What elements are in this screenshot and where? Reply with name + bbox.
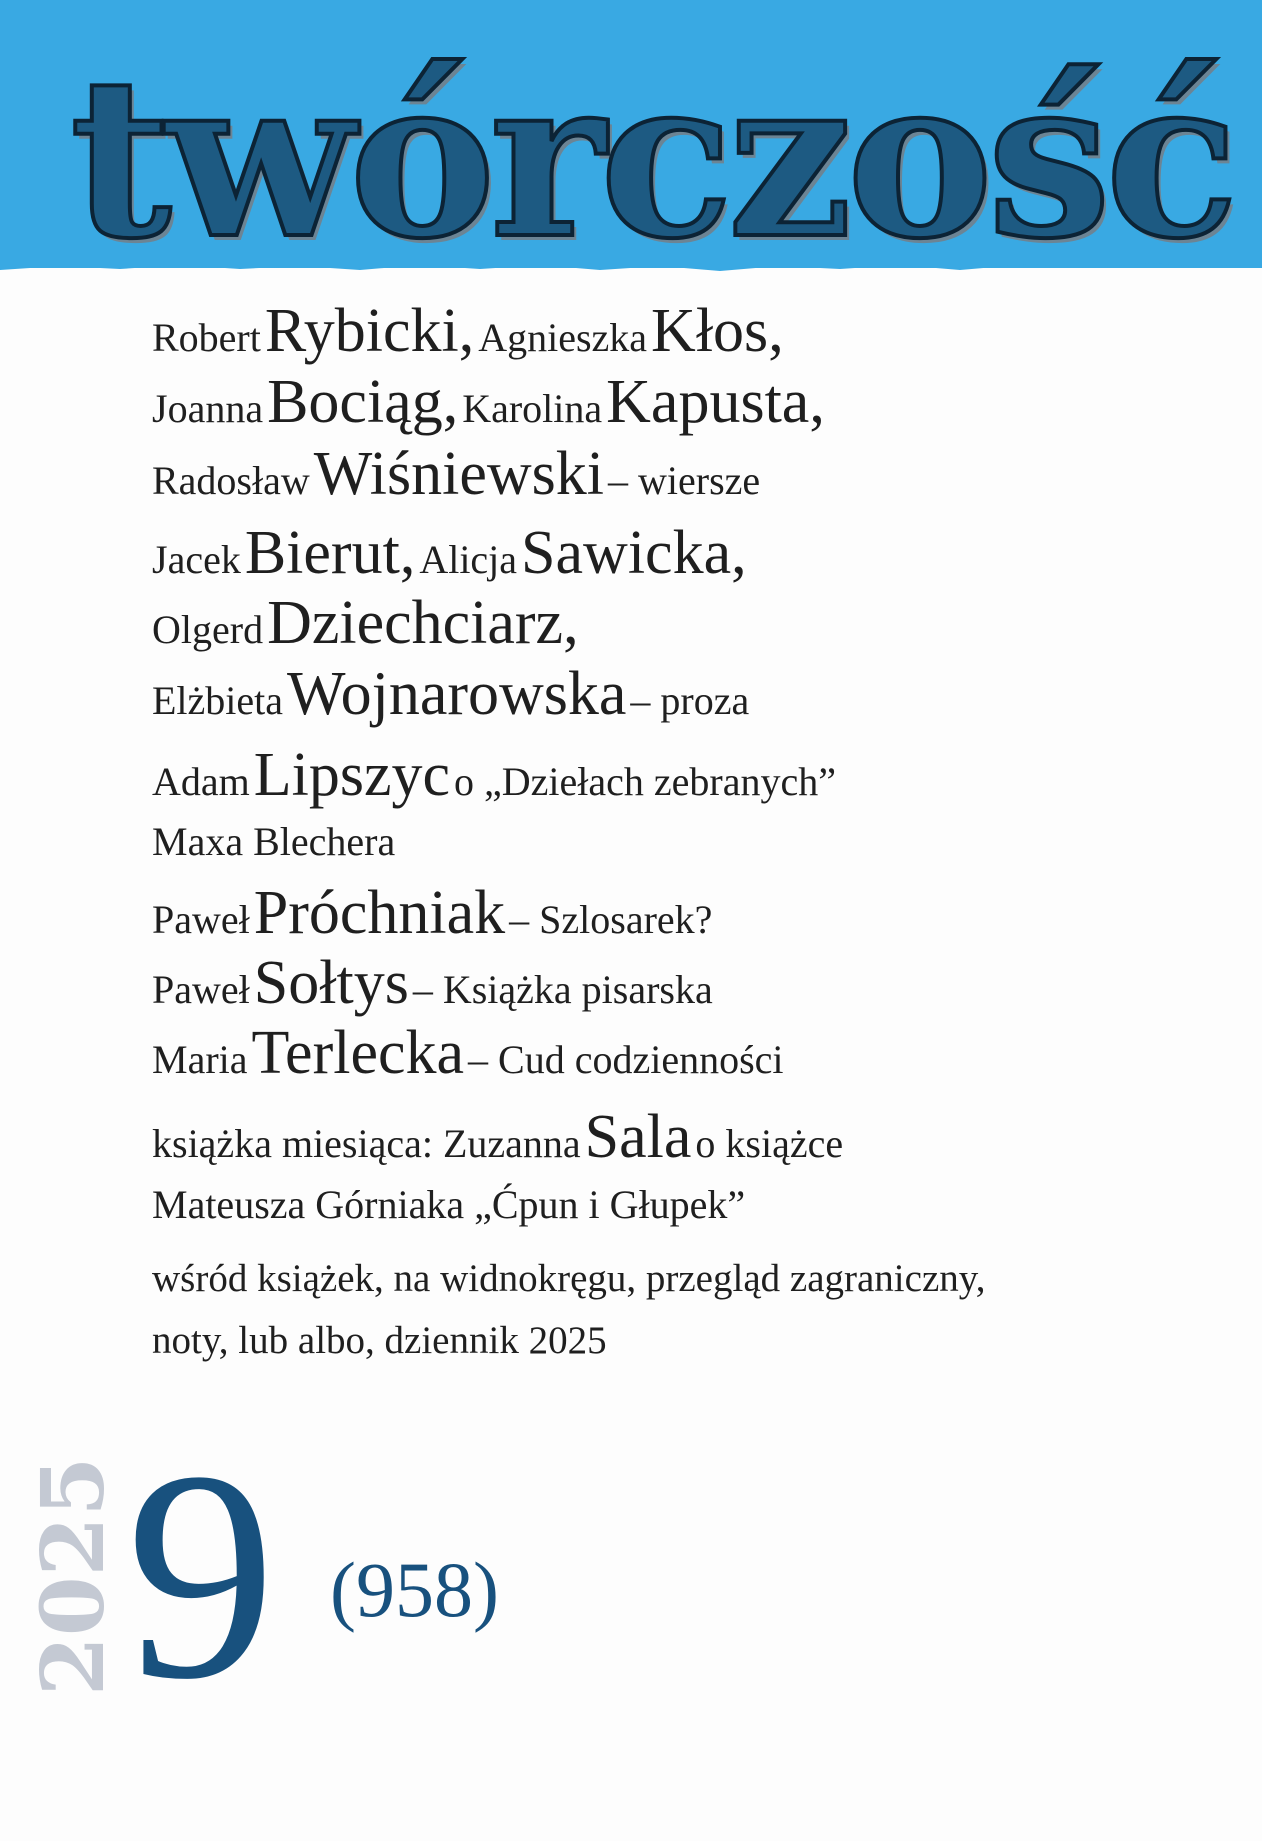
- author-first-name: Adam: [152, 759, 250, 804]
- genre-label: – wiersze: [608, 458, 761, 503]
- author-last-name: Sala: [584, 1103, 692, 1171]
- author-last-name: Kłos: [651, 297, 769, 365]
- book-of-month-suffix: o książce: [695, 1121, 844, 1166]
- author-last-name: Bierut: [244, 519, 400, 587]
- toc-prose-line-3: [152, 658, 1212, 730]
- toc-review-2: [152, 948, 1212, 1018]
- separator-comma: ,: [768, 297, 784, 365]
- author-last-name: Lipszyc: [253, 741, 451, 809]
- author-last-name: Terlecka: [251, 1019, 465, 1087]
- author-first-name: Karolina: [462, 386, 603, 431]
- author-last-name: Sołtys: [253, 949, 409, 1017]
- author-first-name: Maria: [152, 1037, 248, 1082]
- genre-label: – proza: [630, 678, 750, 723]
- review-title: – Szlosarek?: [509, 897, 713, 942]
- author-first-name: Elżbieta: [152, 678, 284, 723]
- book-of-month-cont: Mateusza Górniaka „Ćpun i Głupek”: [152, 1182, 746, 1227]
- toc-prose-line-1: [152, 518, 1212, 588]
- toc-poetry-line-1: [152, 296, 1212, 366]
- author-first-name: Paweł: [152, 967, 250, 1012]
- toc-book-of-month-line-2: [152, 1172, 1212, 1238]
- toc-essay-line-1: [152, 738, 1212, 812]
- author-last-name: Wojnarowska: [287, 660, 627, 728]
- separator-comma: ,: [442, 368, 459, 436]
- toc-sections-line-2: noty, lub albo, dziennik 2025: [152, 1319, 607, 1362]
- issue-total-number: (958): [330, 1546, 499, 1633]
- author-first-name: Agnieszka: [478, 315, 648, 360]
- essay-title-cont: Maxa Blechera: [152, 819, 396, 864]
- author-last-name: Sawicka: [521, 519, 732, 587]
- separator-comma: ,: [563, 589, 579, 657]
- issue-year-vertical: 2025: [23, 1456, 124, 1696]
- toc-poetry-line-2: [152, 366, 1212, 438]
- author-last-name: Wiśniewski: [313, 440, 605, 508]
- author-last-name: Dziechciarz: [267, 589, 564, 657]
- toc-review-3: [152, 1018, 1212, 1088]
- separator-comma: ,: [731, 519, 747, 587]
- author-first-name: Joanna: [152, 386, 264, 431]
- author-last-name: Próchniak: [253, 879, 506, 947]
- author-first-name: Paweł: [152, 897, 250, 942]
- author-first-name: Radosław: [152, 458, 310, 503]
- toc-book-of-month-line-1: [152, 1102, 1212, 1172]
- separator-comma: ,: [399, 519, 416, 587]
- toc-poetry-line-3: [152, 438, 1212, 510]
- author-first-name: Alicja: [419, 537, 518, 582]
- table-of-contents: [152, 296, 1212, 1372]
- author-first-name: Jacek: [152, 537, 241, 582]
- review-title: – Książka pisarska: [412, 967, 713, 1012]
- author-last-name: Rybicki: [264, 297, 459, 365]
- masthead-title: twórczość: [70, 28, 1234, 287]
- author-last-name: Bociąg: [267, 368, 443, 436]
- toc-essay-line-2: [152, 812, 1212, 872]
- essay-title: o „Dziełach zebranych”: [454, 759, 837, 804]
- separator-comma: ,: [458, 297, 475, 365]
- separator-comma: ,: [809, 368, 825, 436]
- toc-prose-line-2: [152, 588, 1212, 658]
- author-last-name: Kapusta: [606, 368, 810, 436]
- toc-sections-line-1: wśród książek, na widnokręgu, przegląd zagraniczny,: [152, 1257, 986, 1300]
- toc-review-1: [152, 878, 1212, 948]
- issue-number: 9: [126, 1409, 276, 1741]
- author-first-name: Olgerd: [152, 607, 264, 652]
- review-title: – Cud codzienności: [468, 1037, 784, 1082]
- author-first-name: Robert: [152, 315, 261, 360]
- book-of-month-prefix: książka miesiąca: Zuzanna: [152, 1121, 581, 1166]
